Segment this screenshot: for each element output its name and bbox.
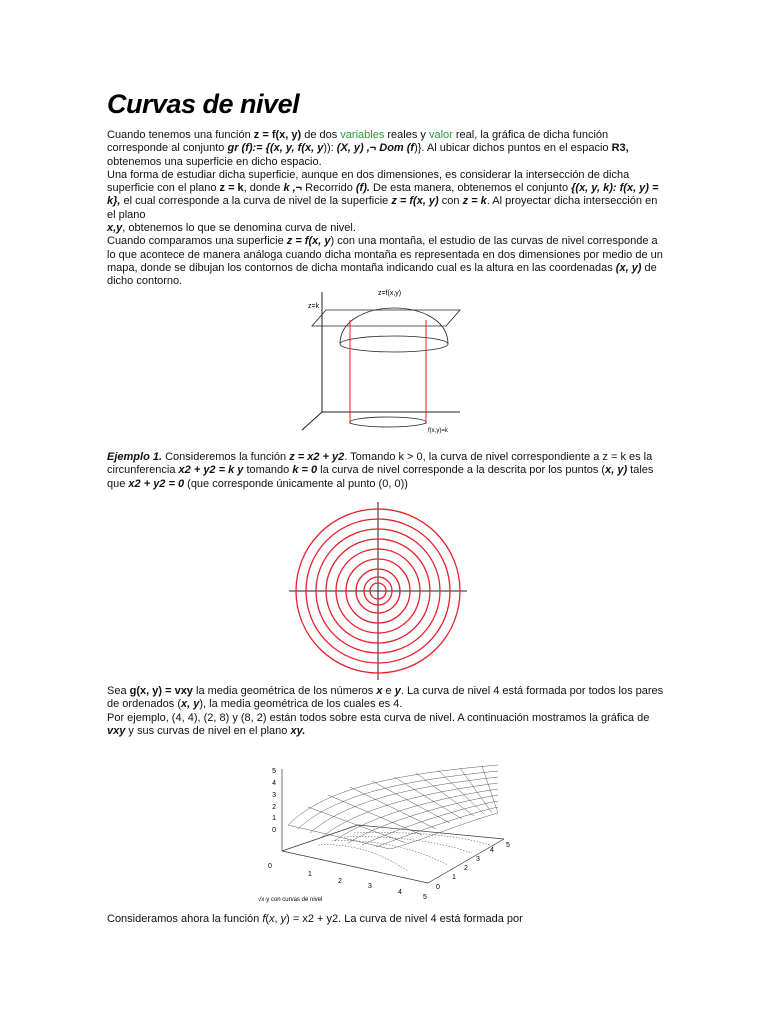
geometric-mean-block (107, 685, 667, 738)
svg-text:4: 4 (490, 847, 494, 854)
svg-text:2: 2 (338, 878, 342, 885)
page-title: Curvas de nivel (107, 89, 300, 119)
svg-text:2: 2 (272, 804, 276, 811)
plane-label: z=k (308, 303, 320, 310)
closing-block (107, 913, 667, 926)
y-axis-ticks (436, 842, 510, 891)
surface-label: z=f(x,y) (378, 290, 402, 297)
paragraph-mountain: Cuando comparamos una superficie z = f(x, y) con una montaña, el estudio de las curvas de nivel corresponde a lo que acontece de manera análoga cuando dicha montaña es representada en dos dimensiones por medio de un mapa, donde se dibujan los contornos de dicha montaña indicando cual es la altura en las coordenadas (x, y) de dicho contorno. (107, 235, 663, 288)
curve-label: f(x,y)=k (428, 428, 448, 434)
svg-text:4: 4 (272, 780, 276, 787)
svg-text:0: 0 (272, 827, 276, 834)
surface-plane-figure (300, 284, 470, 434)
svg-text:5: 5 (272, 768, 276, 775)
example-1-block (107, 451, 667, 491)
svg-text:0: 0 (268, 863, 272, 870)
paragraph-level-curve: x,y, obtenemos lo que se denomina curva de nivel. (107, 222, 356, 235)
paragraph-intersection: Una forma de estudiar dicha superficie, aunque en dos dimensiones, es considerar la intersección de dicha superficie con el plano z = k, donde k ,¬ Recorrido (f). De esta manera, obtenemos el conjunto {(x, y, k): f(x, y) = k}, el cual corresponde a la curva de nivel de la superficie z = f(x, y) con z = k. Al proyectar dicha intersección en el plano (107, 168, 659, 221)
paragraph-intro: Cuando tenemos una función z = f(x, y) de dos variables reales y valor real, la gráfica de dicha función corresponde al conjunto gr (f):= {(x, y, f(x, y)): (X, y) ,¬ Dom (f)}. Al ubicar dichos puntos en el espacio R3, obtenemos una superficie en dicho espacio. (107, 129, 629, 168)
svg-text:3: 3 (476, 856, 480, 863)
z-axis-ticks (272, 768, 276, 834)
paragraph-closing: Consideramos ahora la función f(x, y) = x2 + y2. La curva de nivel 4 está formada por (107, 913, 523, 925)
paragraph-geometric-mean: Sea g(x, y) = vxy la media geométrica de los números x e y. La curva de nivel 4 está formada por todos los pares de ordenados (x, y), la media geométrica de los cuales es 4. (107, 685, 664, 711)
paragraph-example-points: Por ejemplo, (4, 4), (2, 8) y (8, 2) están todos sobre esta curva de nivel. A continuación mostramos la gráfica de vxy y sus curvas de nivel en el plano xy. (107, 711, 650, 737)
paragraph-example-1: Ejemplo 1. Consideremos la función z = x2 + y2. Tomando k > 0, la curva de nivel correspondiente a z = k es la circunferencia x2 + y2 = k y tomando k = 0 la curva de nivel corresponde a la descrita por los puntos (x, y) tales que x2 + y2 = 0 (que corresponde únicamente al punto (0, 0)) (107, 451, 654, 490)
svg-text:3: 3 (272, 792, 276, 799)
figure-caption: √x·y con curvas de nivel (258, 897, 323, 903)
x-axis-ticks (268, 863, 427, 901)
svg-text:1: 1 (452, 874, 456, 881)
svg-text:5: 5 (423, 894, 427, 901)
surface-3d-figure (258, 755, 518, 905)
svg-text:4: 4 (398, 889, 402, 896)
svg-text:0: 0 (436, 884, 440, 891)
link-valor[interactable]: valor (428, 129, 453, 141)
concentric-circles-figure (289, 502, 469, 682)
svg-text:5: 5 (506, 842, 510, 849)
svg-text:1: 1 (272, 815, 276, 822)
svg-text:3: 3 (368, 883, 372, 890)
svg-text:2: 2 (464, 865, 468, 872)
link-variables[interactable]: variables (340, 129, 385, 141)
svg-text:1: 1 (308, 871, 312, 878)
document-page (107, 88, 667, 289)
